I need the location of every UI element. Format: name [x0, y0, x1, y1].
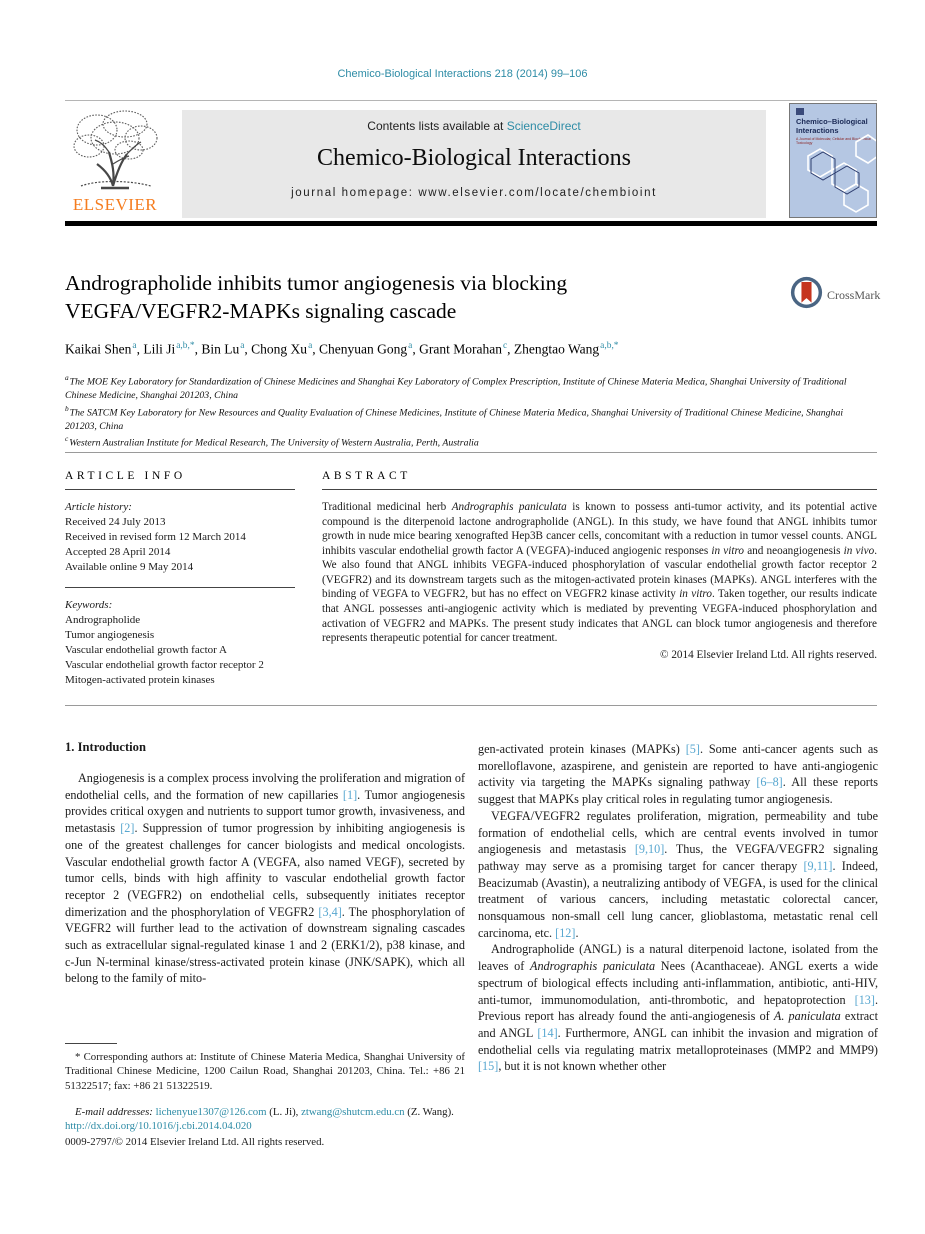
keyword-item: Vascular endothelial growth factor receptor 2 [65, 658, 264, 671]
text-segment: . Previous report has already found the anti-angiogenesis of [478, 992, 878, 1024]
crossmark-badge[interactable] [790, 276, 882, 314]
cover-title: Chemico–Biological Interactions [796, 117, 868, 135]
text-segment: Andrographolide (ANGL) is a natural diterpenoid lactone, isolated from the leaves of [478, 942, 878, 974]
journal-citation-header: Chemico-Biological Interactions 218 (2014) 99–106 [337, 68, 588, 80]
elsevier-wordmark: ELSEVIER [72, 195, 158, 214]
contents-line [182, 119, 766, 133]
cover-subtitle: A Journal of Molecular, Cellular and Biochemical Toxicology [796, 137, 871, 146]
text-segment: , Grant Morahan [412, 341, 502, 357]
crossmark-icon [790, 276, 823, 314]
keywords-divider [65, 587, 295, 588]
text-segment: Kaikai Shen [65, 341, 132, 357]
abstract-bottom-divider [65, 705, 877, 706]
text-segment: Angiogenesis is a complex process involving the proliferation and migration of endothelial cells, and the formation of new capillaries [65, 771, 465, 802]
author-affiliation-sup: a,b,* [600, 341, 619, 351]
text-segment: . Suppression of tumor progression by inhibiting angiogenesis is one of the greatest challenges for cancer biologists and medical oncologists. Vascular endothelial growth factor A (VEGFA, also named VEGF), secreted by tumor cells, binds with high affinity to vascular endothelial growth factor receptor 2 (VEGFR2) on endothelial cells, subsequently initiates receptor dimerization and the phosphorylation of VEGFR2 [65, 821, 465, 919]
text-segment: extract and ANGL [478, 1009, 878, 1040]
affiliation-sup: b [65, 403, 69, 413]
paragraph [65, 770, 465, 987]
abstract-rule [322, 489, 877, 490]
article-history-label: Article history: [65, 501, 132, 513]
author-affiliation-sup: c [502, 341, 508, 351]
text-segment: , Bin Lu [194, 341, 240, 357]
affiliation-sup: c [65, 434, 69, 444]
abstract-column [322, 470, 877, 661]
text-segment: . Taken together, our results indicate that ANGL possesses anti-angiogenic activity which is mediated by preventing VEGFA-induced phosphorylation and activation of VEGFR2 and MAPKs. The present study indicates that ANGL can block tumor angiogenesis and therefore represents therapeutic potential for cancer treatment. [322, 588, 877, 645]
affiliation-a [65, 373, 877, 404]
article-info-rule [65, 489, 295, 490]
text-segment: . Indeed, Beacizumab (Avastin), a neutralizing antibody of VEGFA, is used for the clinical treatment of various cancers, including metastatic colorectal cancer, nonsquamous non-small cell lung cancer, glioblastoma, metastatic renal cell carcinoma, etc. [478, 858, 878, 940]
abstract-heading: ABSTRACT [322, 470, 411, 482]
text-segment: , but it is not known whether other [498, 1059, 667, 1074]
affiliation-text: The SATCM Key Laboratory for New Resources and Quality Evaluation of Chinese Medicines, Institute of Chinese Materia Medica, Shanghai University of Traditional Chinese Medicine, Shanghai 201203, China [65, 406, 844, 433]
paragraph [478, 808, 878, 942]
citation-link[interactable]: [14] [537, 1025, 558, 1040]
history-item: Accepted 28 April 2014 [65, 545, 171, 558]
author-affiliation-sup: a [132, 341, 137, 351]
header-divider [65, 100, 877, 101]
keywords-label: Keywords: [65, 598, 113, 611]
text-segment: . The phosphorylation of VEGFR2 will further lead to the activation of downstream signaling cascades such as extracellular signal-regulated kinase 1 and 2 (ERK1/2), p38 kinase, and c-Jun N-terminal kinase/stress-activated protein kinase (JNK/SAPK), which all belong to the family of mito- [65, 904, 465, 986]
text-segment: in vivo [843, 544, 875, 557]
author-list [65, 341, 877, 358]
keyword-item: Vascular endothelial growth factor A [65, 643, 227, 656]
author-affiliation-sup: a [240, 341, 245, 351]
article-title-line2: VEGFA/VEGFR2-MAPKs signaling cascade [65, 298, 457, 323]
doi-link[interactable]: http://dx.doi.org/10.1016/j.cbi.2014.04.020 [65, 1120, 252, 1133]
section-heading-introduction: 1. Introduction [65, 740, 146, 754]
article-title-line1: Andrographolide inhibits tumor angiogenesis via blocking [65, 271, 568, 295]
text-segment: gen-activated protein kinases (MAPKs) [478, 742, 686, 756]
abstract-text [322, 500, 877, 646]
keywords-block [65, 598, 295, 688]
elsevier-tree-icon [67, 179, 163, 196]
keyword-item: Tumor angiogenesis [65, 628, 155, 641]
citation-link[interactable]: [13] [854, 992, 875, 1007]
author-affiliation-sup: a [408, 341, 413, 351]
history-item: Received in revised form 12 March 2014 [65, 530, 246, 543]
keyword-item: Andrographolide [65, 613, 141, 626]
history-item: Received 24 July 2013 [65, 515, 166, 528]
text-segment: E-mail addresses: [75, 1106, 156, 1119]
affiliation-text: Western Australian Institute for Medical Research, The University of Western Australia, Perth, Australia [69, 437, 479, 449]
journal-cover-thumbnail[interactable] [789, 103, 877, 218]
sciencedirect-link[interactable]: ScienceDirect [506, 119, 581, 133]
article-info-heading: ARTICLE INFO [65, 470, 186, 482]
citation-link[interactable]: [5] [685, 742, 700, 756]
text-segment: , Lili Ji [136, 341, 176, 357]
author-affiliation-sup: a [308, 341, 313, 351]
text-segment: Nees (Acanthaceae). ANGL exerts a wide spectrum of biological effects including anti-inflammation, antibiotic, anti-HIV, anti-tumor, immunomodulation, anti-thrombotic, and hepatoprotection [478, 959, 878, 1007]
text-segment: . We also found that ANGL inhibits VEGFA-induced phosphorylation of vascular endothelial growth factor receptor 2 (VEGFR2) and its downstream targets such as the mitogen-activated protein kinases (MAPKs). ANGL interferes with the binding of VEGFA to VEGFR2, but has no effect on VEGFR2 kinase activity [322, 544, 877, 601]
journal-homepage-link[interactable]: journal homepage: www.elsevier.com/locate/chembioint [291, 187, 657, 199]
crossmark-label: CrossMark [827, 287, 881, 302]
article-info-column [65, 470, 295, 687]
text-segment: . Furthermore, ANGL can inhibit the invasion and migration of endothelial cells via regulating matrix metalloproteinases (MMP2 and MMP9) [478, 1025, 878, 1057]
citation-link[interactable]: [9,10] [634, 842, 665, 857]
text-segment: , Chong Xu [244, 341, 308, 357]
affiliation-sup: a [65, 373, 69, 382]
corresponding-authors-note: * Corresponding authors at: Institute of Chinese Materia Medica, Shanghai University of Traditional Chinese Medicine, 1200 Cailun Road, Shanghai 201203, China. Tel.: +86 21 51322517; fax: +86 21 51322519. [65, 1051, 465, 1092]
affiliations [65, 373, 877, 451]
email-link[interactable]: lichenyue1307@126.com [155, 1106, 267, 1119]
article-history [65, 500, 295, 575]
affiliation-c [65, 434, 877, 450]
email-addresses-note [65, 1105, 465, 1119]
body-column-right [478, 741, 878, 1075]
text-segment: Traditional medicinal herb [322, 501, 452, 513]
affiliation-text: The MOE Key Laboratory for Standardization of Chinese Medicines and Shanghai Key Laboratory of Complex Prescription, Institute of Chinese Materia Medica, Shanghai University of Traditional Chinese Medicine, Shanghai 201203, China [65, 376, 847, 402]
text-segment: . All these reports suggest that MAPKs play critical roles in regulating tumor angiogenesis. [478, 775, 878, 807]
citation-link[interactable]: [15] [478, 1059, 499, 1074]
text-segment: and neoangiogenesis [744, 544, 844, 557]
banner-bottom-bar [65, 221, 877, 226]
text-segment: VEGFA/VEGFR2 regulates proliferation, migration, permeability and tube formation of endothelial cells, which are central events involved in tumor angiogenesis and metastasis [478, 808, 878, 857]
footnote-rule [65, 1043, 117, 1044]
text-segment: is known to possess anti-tumor activity, and its potential active compound is the diterpenoid lactone andrographolide (ANGL). In this study, we have found that ANGL inhibits tumor growth in nude mice bearing xenografted Hep3B cancer cells, concomitant with a reduction in tumor vessel counts. ANGL inhibits vascular endothelial growth factor A (VEGFA)-induced angiogenic responses [322, 501, 877, 557]
footnote-block [65, 1043, 465, 1149]
author-affiliation-sup: a,b,* [176, 341, 195, 351]
article-title [65, 270, 725, 326]
text-segment: A. paniculata [773, 1009, 841, 1024]
elsevier-logo[interactable] [64, 108, 166, 218]
citation-link[interactable]: [3,4] [318, 904, 342, 919]
citation-link[interactable]: [1] [342, 787, 358, 802]
history-item: Available online 9 May 2014 [65, 560, 194, 573]
affiliation-b [65, 404, 877, 435]
text-segment: in vitro [711, 544, 745, 557]
text-segment: Andrographis paniculata [451, 501, 567, 513]
email-link[interactable]: ztwang@shutcm.edu.cn [301, 1106, 405, 1119]
abstract-copyright: © 2014 Elsevier Ireland Ltd. All rights reserved. [660, 648, 877, 661]
citation-link[interactable]: [12] [555, 925, 576, 940]
cover-molecule-art [790, 104, 877, 218]
body-column-left [65, 770, 465, 987]
section-divider [65, 452, 877, 453]
keyword-item: Mitogen-activated protein kinases [65, 673, 215, 686]
paragraph [478, 941, 878, 1075]
text-segment: . Some anti-cancer agents such as morelloflavone, azaspirene, and genistein are reported to have anti-angiogenic activity via targeting the MAPKs signaling pathway [478, 742, 878, 790]
text-segment: in vitro [679, 588, 712, 601]
text-segment: , Chenyuan Gong [312, 341, 408, 357]
citation-link[interactable]: [6–8] [756, 775, 783, 790]
text-segment: Andrographis paniculata [530, 959, 656, 974]
issn-copyright-line: 0009-2797/© 2014 Elsevier Ireland Ltd. All rights reserved. [65, 1135, 325, 1148]
text-segment: , Zhengtao Wang [507, 341, 600, 357]
citation-link[interactable]: [2] [120, 821, 135, 836]
journal-banner [182, 110, 766, 218]
text-segment: (Z. Wang). [404, 1106, 454, 1119]
text-segment: . [575, 925, 579, 940]
journal-title: Chemico-Biological Interactions [317, 145, 631, 171]
text-segment: . Thus, the VEGFA/VEGFR2 signaling pathway may serve as a promising target for cancer therapy [478, 842, 878, 873]
citation-link[interactable]: [9,11] [803, 858, 833, 873]
text-segment: . Tumor angiogenesis provides critical oxygen and nutrients to support tumor growth, invasiveness, and metastasis [65, 787, 465, 836]
paragraph [478, 741, 878, 808]
contents-line-text: Contents lists available at [367, 119, 507, 133]
text-segment: (L. Ji), [266, 1106, 302, 1119]
